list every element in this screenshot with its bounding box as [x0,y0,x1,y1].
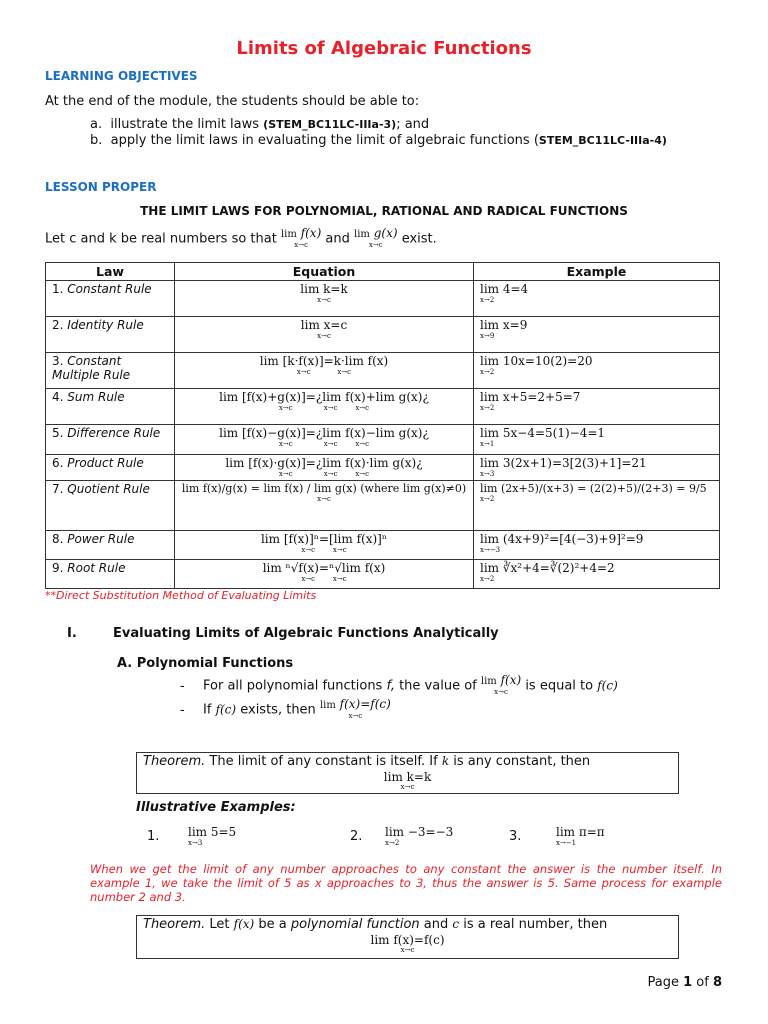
objectives-heading: LEARNING OBJECTIVES [45,69,198,83]
lesson-heading: LESSON PROPER [45,180,157,194]
examples-note: When we get the limit of any number approaches to any constant the answer is the number itself. In example 1, we take the limit of 5 as x approaches to 3, thus the answer is 5. Same process for example number 2 and 3. [90,862,722,904]
table-header-row: Law Equation Example [46,263,720,281]
table-row: 5. Difference Rule lim [f(x)−g(x)]=¿lim f(x)−lim g(x)¿ x→c x→c x→c lim 5x−4=5(1)−4=1 x→1 [46,425,720,455]
examples-heading: Illustrative Examples: [136,800,296,815]
bullet-item: - For all polynomial functions f, the value of lim f(x) x→c is equal to f(c) [180,673,618,696]
page-title: Limits of Algebraic Functions [236,38,532,59]
table-footnote: **Direct Substitution Method of Evaluating Limits [45,589,317,602]
table-row: 6. Product Rule lim [f(x)·g(x)]=¿lim f(x)·lim g(x)¿ x→c x→c x→c lim 3(2x+1)=3[2(3)+1]=21 x→3 [46,455,720,481]
example-number: 3. [509,829,522,844]
limit-laws-table [45,262,720,589]
table-row: 3. Constant Multiple Rule lim [k·f(x)]=k·lim f(x) x→c x→c lim 10x=10(2)=20 x→2 [46,353,720,389]
table-row: 4. Sum Rule lim [f(x)+g(x)]=¿lim f(x)+lim g(x)¿ x→c x→c x→c lim x+5=2+5=7 x→2 [46,389,720,425]
example-equation: lim −3=−3 x→2 [385,825,454,847]
example-number: 1. [147,829,160,844]
table-row: 1. Constant Rule lim k=k x→c lim 4=4 x→2 [46,281,720,317]
table-row: 8. Power Rule lim [f(x)]ⁿ=[lim f(x)]ⁿ x→c x→c lim (4x+9)²=[4(−3)+9]²=9 x→−3 [46,531,720,560]
table-row: 9. Root Rule lim ⁿ√f(x)=ⁿ√lim f(x) x→c x→c lim ∛x²+4=∛(2)²+4=2 x→2 [46,560,720,589]
section-heading: Evaluating Limits of Algebraic Functions Analytically [113,626,499,641]
objectives-intro: At the end of the module, the students should be able to: [45,94,420,109]
lesson-intro: Let c and k be real numbers so that lim f(x) x→c and lim g(x) x→c exist. [45,226,437,249]
section-numeral: I. [67,626,77,641]
example-equation: lim π=π x→−1 [556,825,605,847]
theorem-box: Theorem. Let f(x) be a polynomial function and c is a real number, then lim f(x)=f(c) x→c [136,915,679,959]
page-footer: Page 1 of 8 [647,975,722,990]
objective-item: b. apply the limit laws in evaluating the limit of algebraic functions (STEM_BC11LC-IIIa-4) [90,133,667,148]
table-row: 7. Quotient Rule lim f(x)/g(x) = lim f(x) / lim g(x) (where lim g(x)≠0) x→c lim (2x+5)/(x+3) = (2(2)+5)/(2+3) = 9/5 x→2 [46,481,720,531]
example-number: 2. [350,829,363,844]
example-equation: lim 5=5 x→3 [188,825,237,847]
lesson-subheading: THE LIMIT LAWS FOR POLYNOMIAL, RATIONAL AND RADICAL FUNCTIONS [140,204,628,218]
table-row: 2. Identity Rule lim x=c x→c lim x=9 x→9 [46,317,720,353]
objective-item: a. illustrate the limit laws (STEM_BC11LC-IIIa-3); and [90,117,430,132]
theorem-box: Theorem. The limit of any constant is itself. If k is any constant, then lim k=k x→c [136,752,679,794]
bullet-item: - If f(c) exists, then lim f(x)=f(c) x→c [180,697,391,720]
subsection-heading: A. Polynomial Functions [117,656,294,671]
